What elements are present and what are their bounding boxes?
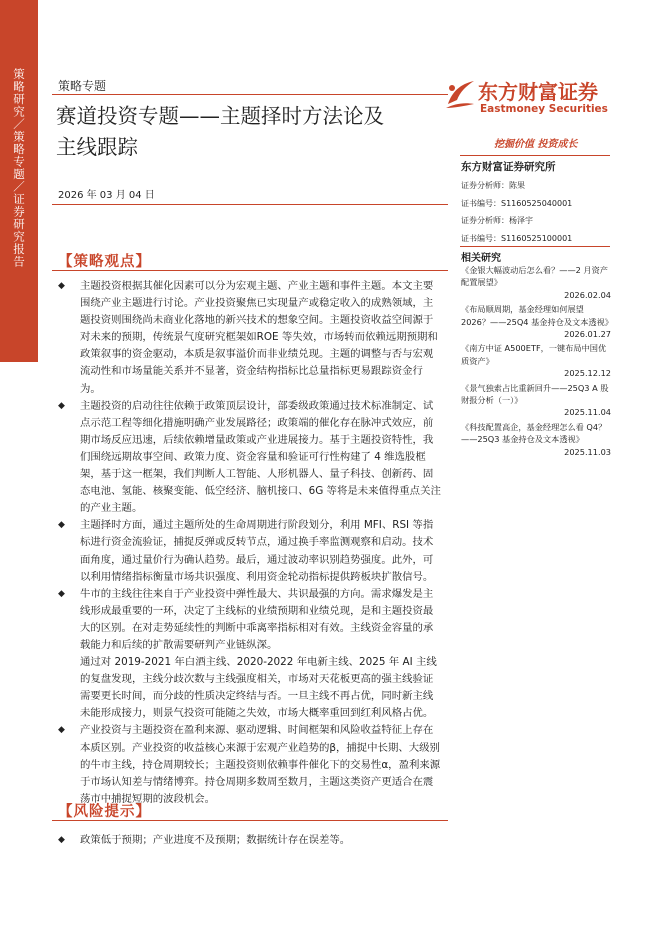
related-research-list (461, 264, 611, 460)
title-line-1: 赛道投资专题——主题择时方法论及 (56, 104, 384, 128)
diamond-bullet-icon: ◆ (58, 835, 65, 845)
analyst-line: 证券分析师：陈果 (461, 181, 525, 190)
strategy-paragraph: 通过对 2019-2021 年白酒主线、2020-2022 年电新主线、2025 年 AI 主线的复盘发现，主线分歧次数与主线强度相关，市场对天花板更高的强主线验证需要更长时间，而分歧的性质决定终结与否。一旦主线不再占优，同时新主线未能形成接力，则景气投资可能随之失效，市场大概率重回到红利风格占优。 (80, 656, 437, 720)
eastmoney-logo-icon (444, 78, 476, 110)
analyst-line: 证券分析师：杨泽宇 (461, 216, 533, 225)
report-date: 2026 年 03 月 04 日 (58, 190, 155, 201)
related-heading: 相关研究 (461, 253, 501, 264)
related-report-date: 2025.11.03 (564, 446, 611, 457)
page-title (56, 101, 446, 163)
diamond-bullet-icon: ◆ (58, 520, 65, 531)
left-sidebar-band (0, 0, 38, 362)
strategy-bullet: ◆ 主题择时方面，通过主题所处的生命周期进行阶段划分，利用 MFI、RSI 等指标进行资金流验证，捕捉反弹或反转节点，通过换手率监测观察和启动。技术面角度，通过量价行为确认趋势。最后，通过波动率识别趋势强度。此外，可以利用情绪指标衡量市场共识强度、利用资金轮动指标提供跨板块扩散信号。 (58, 519, 434, 583)
brand-name-en: Eastmoney Securities (480, 103, 608, 115)
diamond-bullet-icon: ◆ (58, 281, 65, 291)
related-report-date: 2026.01.27 (564, 329, 611, 340)
sidebar-breadcrumb: 策略研究／策略专题／证券研究报告 (12, 68, 26, 268)
divider (52, 820, 448, 821)
related-report-title[interactable]: 《布局顺周期，基金经理如何展望 2026？——25Q4 基金持仓及文本透视》 (461, 304, 613, 327)
analyst-line: 证书编号：S1160525100001 (461, 234, 573, 243)
related-report-date: 2025.12.12 (564, 368, 611, 379)
institute-name: 东方财富证券研究所 (461, 161, 556, 173)
strategy-bullet: ◆ 主题投资根据其催化因素可以分为宏观主题、产业主题和事件主题。本文主要围绕产业主题进行讨论。产业投资聚焦已实现量产或稳定收入的成熟领域，主题投资则围绕尚未商业化落地的新兴技术的想象空间。主题投资收益空间源于对未来的预期，传统景气度研究框架如ROE 等失效，市场转而依赖远期预期和政策叙事的资金驱动，本质是叙事溢价而非业绩兑现。主题的调整与否与宏观流动性和市场量能关系并不显著，资金结构指标比总量指标更易跟踪资金行为。 (58, 280, 438, 395)
diamond-bullet-icon: ◆ (58, 400, 65, 411)
divider (460, 155, 610, 156)
divider (52, 270, 448, 271)
related-report-date: 2025.11.04 (564, 407, 611, 418)
risk-heading: 【风险提示】 (58, 804, 151, 820)
risk-list (58, 832, 442, 849)
related-report-title[interactable]: 《南方中证 A500ETF，一键布局中国优质资产》 (461, 343, 607, 366)
strategy-bullet: ◆ 牛市的主线往往来自于产业投资中弹性最大、共识最强的方向。需求爆发是主线形成最重要的一环，决定了主线标的业绩预期和业绩兑现，是和主题投资最大的区别。在对走势延续性的判断中乖离率指标相对有效。主线资金容量的承载能力和后续的扩散需要研判产业链纵深。 (58, 587, 434, 651)
divider (460, 246, 610, 247)
related-report-title[interactable]: 《科技配置高企，基金经理怎么看 Q4？——25Q3 基金持仓及文本透视》 (461, 421, 607, 445)
related-report-title[interactable]: 《景气独索占比重新回升——25Q3 A 股财报分析（一）》 (461, 382, 609, 406)
strategy-bullet: ◆ 产业投资与主题投资在盈利来源、驱动逻辑、时间框架和风险收益特征上存在本质区别。产业投资的收益核心来源于宏观产业趋势的β，捕捉中长期、大级别的牛市主线，持仓周期较长；主题投资则依赖事件催化下的交易性α，盈利来源于市场认知差与情绪博弈。持仓周期多数周至数月，主题这类资产更适合在震荡市中捕捉短期的波段机会。 (58, 724, 441, 805)
strategy-bullet: ◆ 主题投资的启动往往依赖于政策顶层设计，部委级政策通过技术标准制定、试点示范工程等细化措施明确产业发展路径；政策端的催化存在脉冲式效应，前期市场反应迅速，后续依赖增量政策或产业进展接力。基于主题投资特性，我们围绕远期故事空间、政策力度、资金容量和验证可行性构建了 4 维选股框架，基于这一框架，我们判断人工智能、人形机器人、量子科技、创新药、固态电池、氢能、核聚变能、低空经济、脑机接口、6G 等将是未来值得重点关注的产业主题。 (58, 399, 441, 515)
report-category: 策略专题 (58, 79, 107, 93)
diamond-bullet-icon: ◆ (58, 588, 65, 599)
brand-name-cn: 东方财富证券 (478, 80, 598, 104)
brand-slogan: 挖掘价值 投资成长 (494, 139, 578, 150)
divider (52, 94, 448, 95)
strategy-bullets (58, 278, 442, 808)
brand-logo (444, 76, 614, 124)
related-report-date: 2026.02.04 (564, 289, 611, 300)
diamond-bullet-icon: ◆ (58, 725, 65, 736)
title-line-2: 主线跟踪 (56, 135, 138, 159)
risk-item: ◆ 政策低于预期；产业进度不及预期；数据统计存在误差等。 (58, 832, 442, 849)
analyst-line: 证书编号：S1160525040001 (461, 199, 573, 208)
strategy-heading: 【策略观点】 (58, 254, 151, 270)
divider (52, 204, 448, 205)
related-report-title[interactable]: 《金银大幅波动后怎么看？——2 月资产配置展望》 (461, 265, 608, 288)
